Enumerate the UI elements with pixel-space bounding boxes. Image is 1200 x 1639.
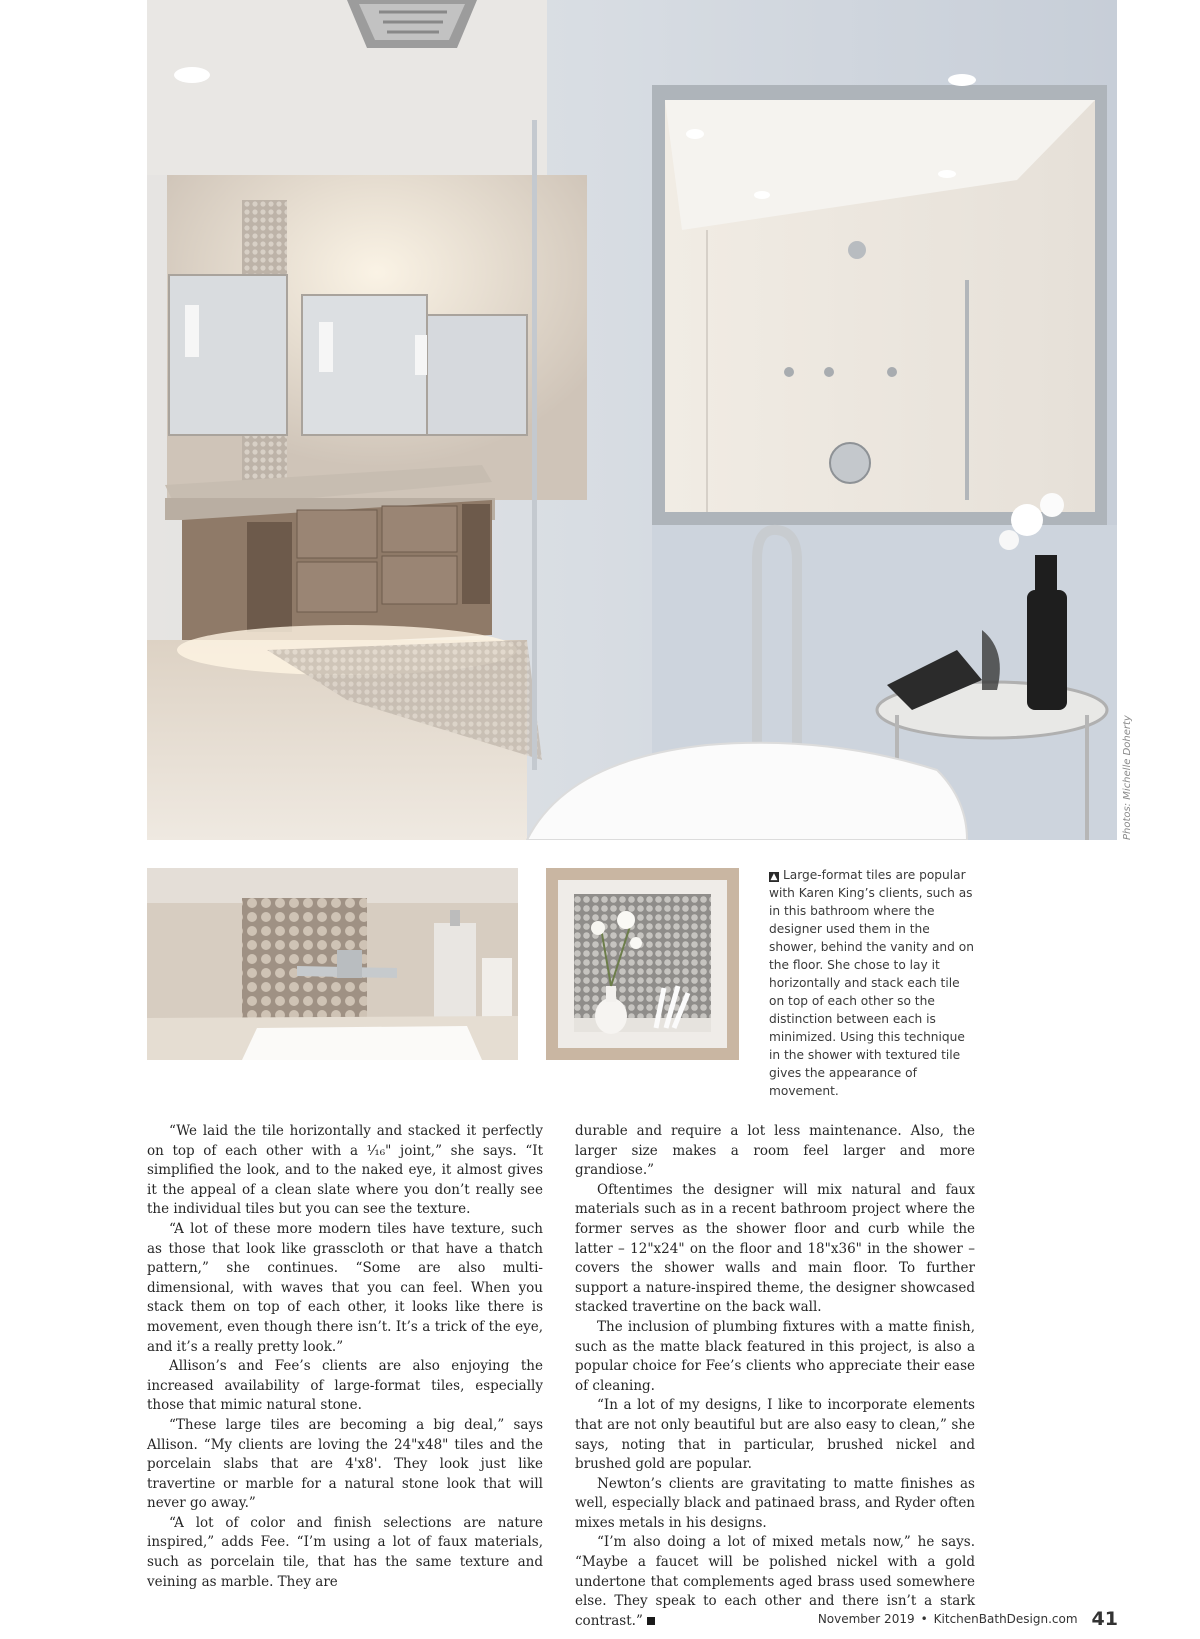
paragraph: The inclusion of plumbing fixtures with a matte finish, such as the matte black featured in this project, is also a popular choice for Fee’s clients who appreciate their ease of cleaning. — [575, 1318, 975, 1394]
paragraph: “A lot of color and finish selections are nature inspired,” adds Fee. “I’m using a lot of faux materials, such as porcelain tile, that has the same texture and veining as marble. They are — [147, 1514, 543, 1590]
bathroom-main-photo — [147, 0, 1117, 840]
page-footer — [818, 1608, 1118, 1630]
paragraph-final-text: “I’m also doing a lot of mixed metals now,” he says. “Maybe a faucet will be polished nickel with a gold undertone that complements aged brass used somewhere else. They speak to each other and there isn’t a stark contrast.” — [575, 1534, 975, 1629]
paragraph: “These large tiles are becoming a big deal,” says Allison. “My clients are loving the 24"x48" tiles and the porcelain slabs that are 4'x8'. They look just like travertine or marble for a natural stone look that will never go away.” — [147, 1416, 543, 1512]
paragraph: Newton’s clients are gravitating to matte finishes as well, especially black and patinaed brass, and Ryder often mixes metals in his designs. — [575, 1475, 975, 1531]
caption-text: Large-format tiles are popular with Karen King’s clients, such as in this bathroom where the designer used them in the shower, behind the vanity and on the floor. She chose to lay it horizontally and stack each tile on top of each other so the distinction between each is minimized. Using this technique in the shower with textured tile gives the appearance of movement. — [769, 868, 974, 1098]
issue-date: November 2019 — [817, 1612, 915, 1626]
article-column-right — [575, 1122, 975, 1631]
ceiling-vent — [347, 0, 477, 48]
photo-credit: Photos: Michelle Doherty — [1122, 715, 1133, 840]
paragraph: “In a lot of my designs, I like to incorporate elements that are not only beautiful but are also easy to clean,” she says, noting that in particular, brushed nickel and brushed gold are popular. — [575, 1397, 975, 1473]
paragraph-continuation: durable and require a lot less maintenance. Also, the larger size makes a room feel larger and more grandiose.” — [575, 1123, 975, 1179]
arrow-up-icon: ▲ — [770, 872, 778, 882]
paragraph: “We laid the tile horizontally and stacked it perfectly on top of each other with a ¹⁄₁₆" joint,” she says. “It simplified the look, and to the naked eye, it almost gives it the appeal of a clean slate where you don’t really see the individual tiles but you can see the texture. — [147, 1123, 543, 1218]
article-column-left — [147, 1122, 543, 1592]
niche-detail-photo — [546, 868, 739, 1060]
paragraph: Allison’s and Fee’s clients are also enjoying the increased availability of large-format tiles, especially those that mimic natural stone. — [147, 1358, 543, 1414]
page-number: 41 — [1091, 1608, 1118, 1630]
sink-detail-photo — [147, 868, 518, 1060]
website: KitchenBathDesign.com — [933, 1612, 1078, 1626]
end-mark-icon — [647, 1617, 655, 1625]
paragraph: “A lot of these more modern tiles have texture, such as those that look like grasscloth or that have a thatch pattern,” she continues. “Some are also multi-dimensional, with waves that you can feel. When you stack them on top of each other, it looks like there is movement, even though there isn’t. It’s a trick of the eye, and it’s a really pretty look.” — [147, 1220, 543, 1355]
photo-caption — [769, 866, 974, 1100]
paragraph: Oftentimes the designer will mix natural and faux materials such as in a recent bathroom project where the former serves as the shower floor and curb while the latter – 12"x24" on the floor and 18"x36" in the shower – covers the shower walls and main floor. To further support a nature-inspired theme, the designer showcased stacked travertine on the back wall. — [575, 1181, 975, 1316]
footer-separator: • — [920, 1612, 928, 1626]
